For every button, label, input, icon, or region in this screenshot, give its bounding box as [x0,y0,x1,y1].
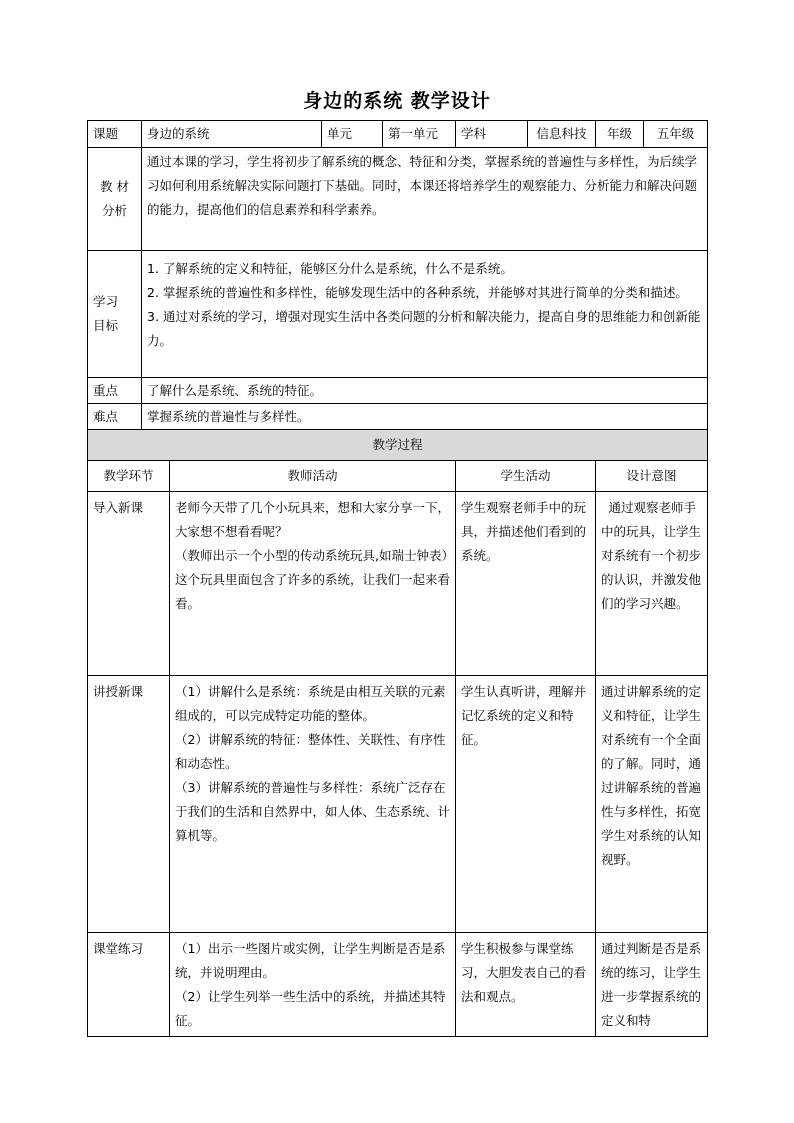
intent-cell: 通过讲解系统的定义和特征，让学生对系统有一个全面的了解。同时，通过讲解系统的普遍性与多样性，拓宽学生对系统的认知视野。 [596,676,708,933]
goal-item: 1. 了解系统的定义和特征，能够区分什么是系统，什么不是系统。 [147,261,513,276]
key-point-row [88,378,708,404]
process-row [88,492,708,676]
col-header-teacher: 教师活动 [170,461,456,492]
intent-cell: 通过观察老师手中的玩具，让学生对系统有一个初步的认识，并激发他们的学习兴趣。 [596,492,708,676]
goals-list [142,251,708,378]
teacher-paragraph: （3）讲解系统的普遍性与多样性：系统广泛存在于我们的生活和自然界中，如人体、生态系统、计算机等。 [175,780,451,843]
analysis-text: 通过本课的学习，学生将初步了解系统的概念、特征和分类，掌握系统的普遍性与多样性，为后续学习如何利用系统解决实际问题打下基础。同时，本课还将培养学生的观察能力、分析能力和解决问题的能力，提高他们的信息素养和科学素养。 [142,148,708,251]
student-cell: 学生观察老师手中的玩具，并描述他们看到的系统。 [456,492,596,676]
unit-value: 第一单元 [383,121,456,148]
goals-row [88,251,708,378]
process-section-row [88,430,708,461]
process-row [88,676,708,933]
subject-value: 信息科技 [528,121,596,148]
topic-value: 身边的系统 [142,121,322,148]
col-header-stage: 教学环节 [88,461,170,492]
teacher-paragraph: （1）出示一些图片或实例，让学生判断是否是系统，并说明理由。 [175,941,446,980]
analysis-label-line1: 教 材 [100,179,129,194]
stage-cell: 课堂练习 [88,933,170,1037]
teacher-paragraph: （2）讲解系统的特征：整体性、关联性、有序性和动态性。 [175,732,446,771]
key-point-text: 了解什么是系统、系统的特征。 [142,378,708,404]
teacher-cell [170,933,456,1037]
header-row [88,121,708,148]
topic-label: 课题 [88,121,142,148]
teacher-cell [170,676,456,933]
difficulty-row [88,404,708,430]
process-row [88,933,708,1037]
process-header-row [88,461,708,492]
teacher-cell [170,492,456,676]
goals-label-line1: 学习 [93,294,119,309]
grade-value: 五年级 [644,121,708,148]
goals-label [88,251,142,378]
analysis-label [88,148,142,251]
student-cell: 学生认真听讲，理解并记忆系统的定义和特征。 [456,676,596,933]
student-cell: 学生积极参与课堂练习，大胆发表自己的看法和观点。 [456,933,596,1037]
analysis-label-line2: 分析 [101,203,127,218]
goal-item: 3. 通过对系统的学习，增强对现实生活中各类问题的分析和解决能力，提高自身的思维能力和创新能力。 [147,309,701,348]
col-header-student: 学生活动 [456,461,596,492]
difficulty-label: 难点 [88,404,142,430]
teacher-paragraph: （1）讲解什么是系统：系统是由相互关联的元素组成的，可以完成特定功能的整体。 [175,684,446,723]
grade-label: 年级 [596,121,644,148]
stage-cell: 导入新课 [88,492,170,676]
intent-cell: 通过判断是否是系统的练习，让学生进一步掌握系统的定义和特 [596,933,708,1037]
analysis-row [88,148,708,251]
stage-cell: 讲授新课 [88,676,170,933]
goal-item: 2. 掌握系统的普遍性和多样性，能够发现生活中的各种系统，并能够对其进行简单的分类和描述。 [147,285,688,300]
goals-label-line2: 目标 [93,318,119,333]
teacher-paragraph: （教师出示一个小型的传动系统玩具,如瑞士钟表）这个玩具里面包含了许多的系统，让我们一起来看看。 [175,548,451,611]
key-point-label: 重点 [88,378,142,404]
document-title: 身边的系统 教学设计 [303,90,491,112]
col-header-intent: 设计意图 [596,461,708,492]
process-section-title: 教学过程 [88,430,708,461]
unit-label: 单元 [322,121,383,148]
teacher-paragraph: 老师今天带了几个小玩具来，想和大家分享一下，大家想不想看看呢？ [175,500,451,539]
difficulty-text: 掌握系统的普遍性与多样性。 [142,404,708,430]
lesson-plan-table [87,120,708,1037]
teacher-paragraph: （2）让学生列举一些生活中的系统，并描述其特征。 [175,989,446,1028]
subject-label: 学科 [456,121,528,148]
